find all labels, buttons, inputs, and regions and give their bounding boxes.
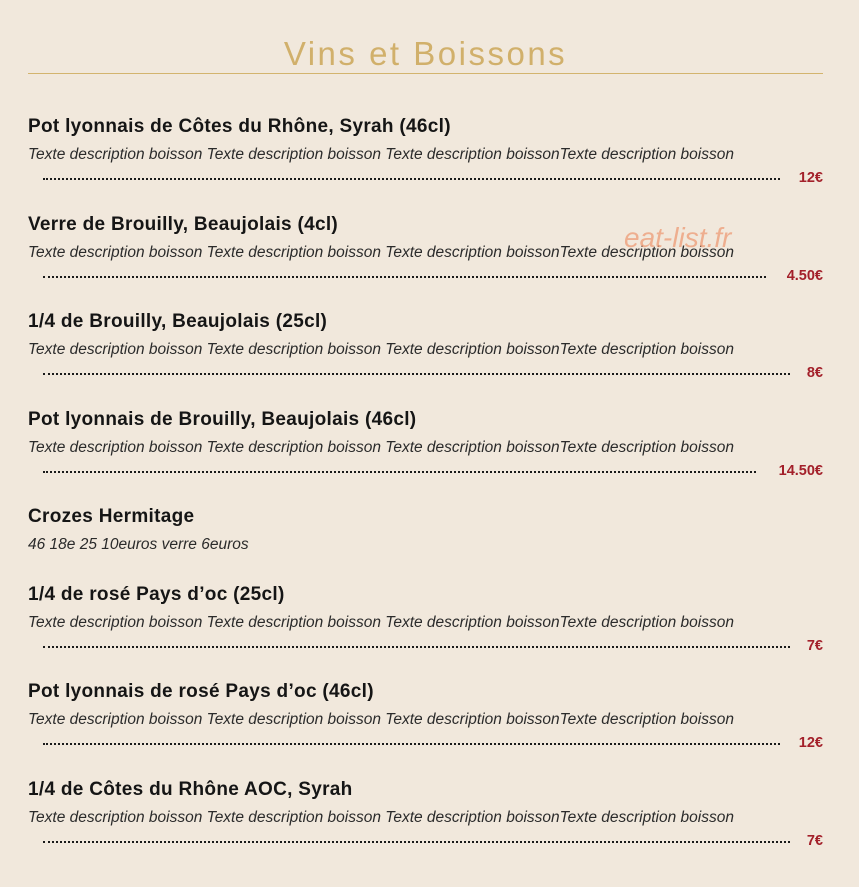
price-line: [28, 638, 823, 654]
menu-item: [28, 116, 823, 186]
dotted-leader: [43, 743, 780, 745]
item-price: 7€: [806, 638, 823, 654]
item-description: Texte description boisson Texte description boisson Texte description boissonTexte description boisson: [28, 439, 734, 456]
menu-item: [28, 681, 823, 751]
dotted-leader: [43, 276, 766, 278]
dotted-leader: [43, 646, 790, 648]
watermark-logo: eat-list.fr: [624, 222, 732, 253]
item-price: 8€: [806, 365, 823, 381]
item-price: 12€: [798, 735, 823, 751]
menu-item: [28, 584, 823, 654]
item-price: 12€: [798, 170, 823, 186]
price-line: [28, 463, 823, 479]
item-name: 1/4 de rosé Pays d’oc (25cl): [28, 584, 285, 605]
dotted-leader: [43, 841, 790, 843]
menu-header: [28, 0, 823, 74]
item-description: Texte description boisson Texte description boisson Texte description boissonTexte description boisson: [28, 146, 734, 163]
dotted-leader: [43, 373, 790, 375]
menu-title: Vins et Boissons: [283, 35, 568, 72]
item-price: 14.50€: [778, 463, 823, 479]
item-description: 46 18e 25 10euros verre 6euros: [28, 536, 249, 553]
item-price: 7€: [806, 833, 823, 849]
item-description: Texte description boisson Texte description boisson Texte description boissonTexte description boisson: [28, 711, 734, 728]
price-line: [28, 833, 823, 849]
item-description: Texte description boisson Texte description boisson Texte description boissonTexte description boisson: [28, 341, 734, 358]
price-line: [28, 365, 823, 381]
menu-item: [28, 311, 823, 381]
item-name: Pot lyonnais de Brouilly, Beaujolais (46cl): [28, 409, 417, 430]
menu-item: [28, 409, 823, 479]
price-line: [28, 170, 823, 186]
item-description: Texte description boisson Texte description boisson Texte description boissonTexte description boisson: [28, 614, 734, 631]
menu-item: [28, 779, 823, 849]
item-price: 4.50€: [786, 268, 823, 284]
item-name: Pot lyonnais de rosé Pays d’oc (46cl): [28, 681, 374, 702]
item-name: Verre de Brouilly, Beaujolais (4cl): [28, 214, 339, 235]
menu-item: [28, 506, 823, 554]
item-name: Pot lyonnais de Côtes du Rhône, Syrah (46cl): [28, 116, 451, 137]
item-name: 1/4 de Brouilly, Beaujolais (25cl): [28, 311, 328, 332]
price-line: [28, 268, 823, 284]
item-name: Crozes Hermitage: [28, 506, 195, 527]
item-description: Texte description boisson Texte description boisson Texte description boissonTexte description boisson: [28, 244, 734, 261]
item-description: Texte description boisson Texte description boisson Texte description boissonTexte description boisson: [28, 809, 734, 826]
item-name: 1/4 de Côtes du Rhône AOC, Syrah: [28, 779, 353, 800]
dotted-leader: [43, 471, 756, 473]
dotted-leader: [43, 178, 780, 180]
price-line: [28, 735, 823, 751]
